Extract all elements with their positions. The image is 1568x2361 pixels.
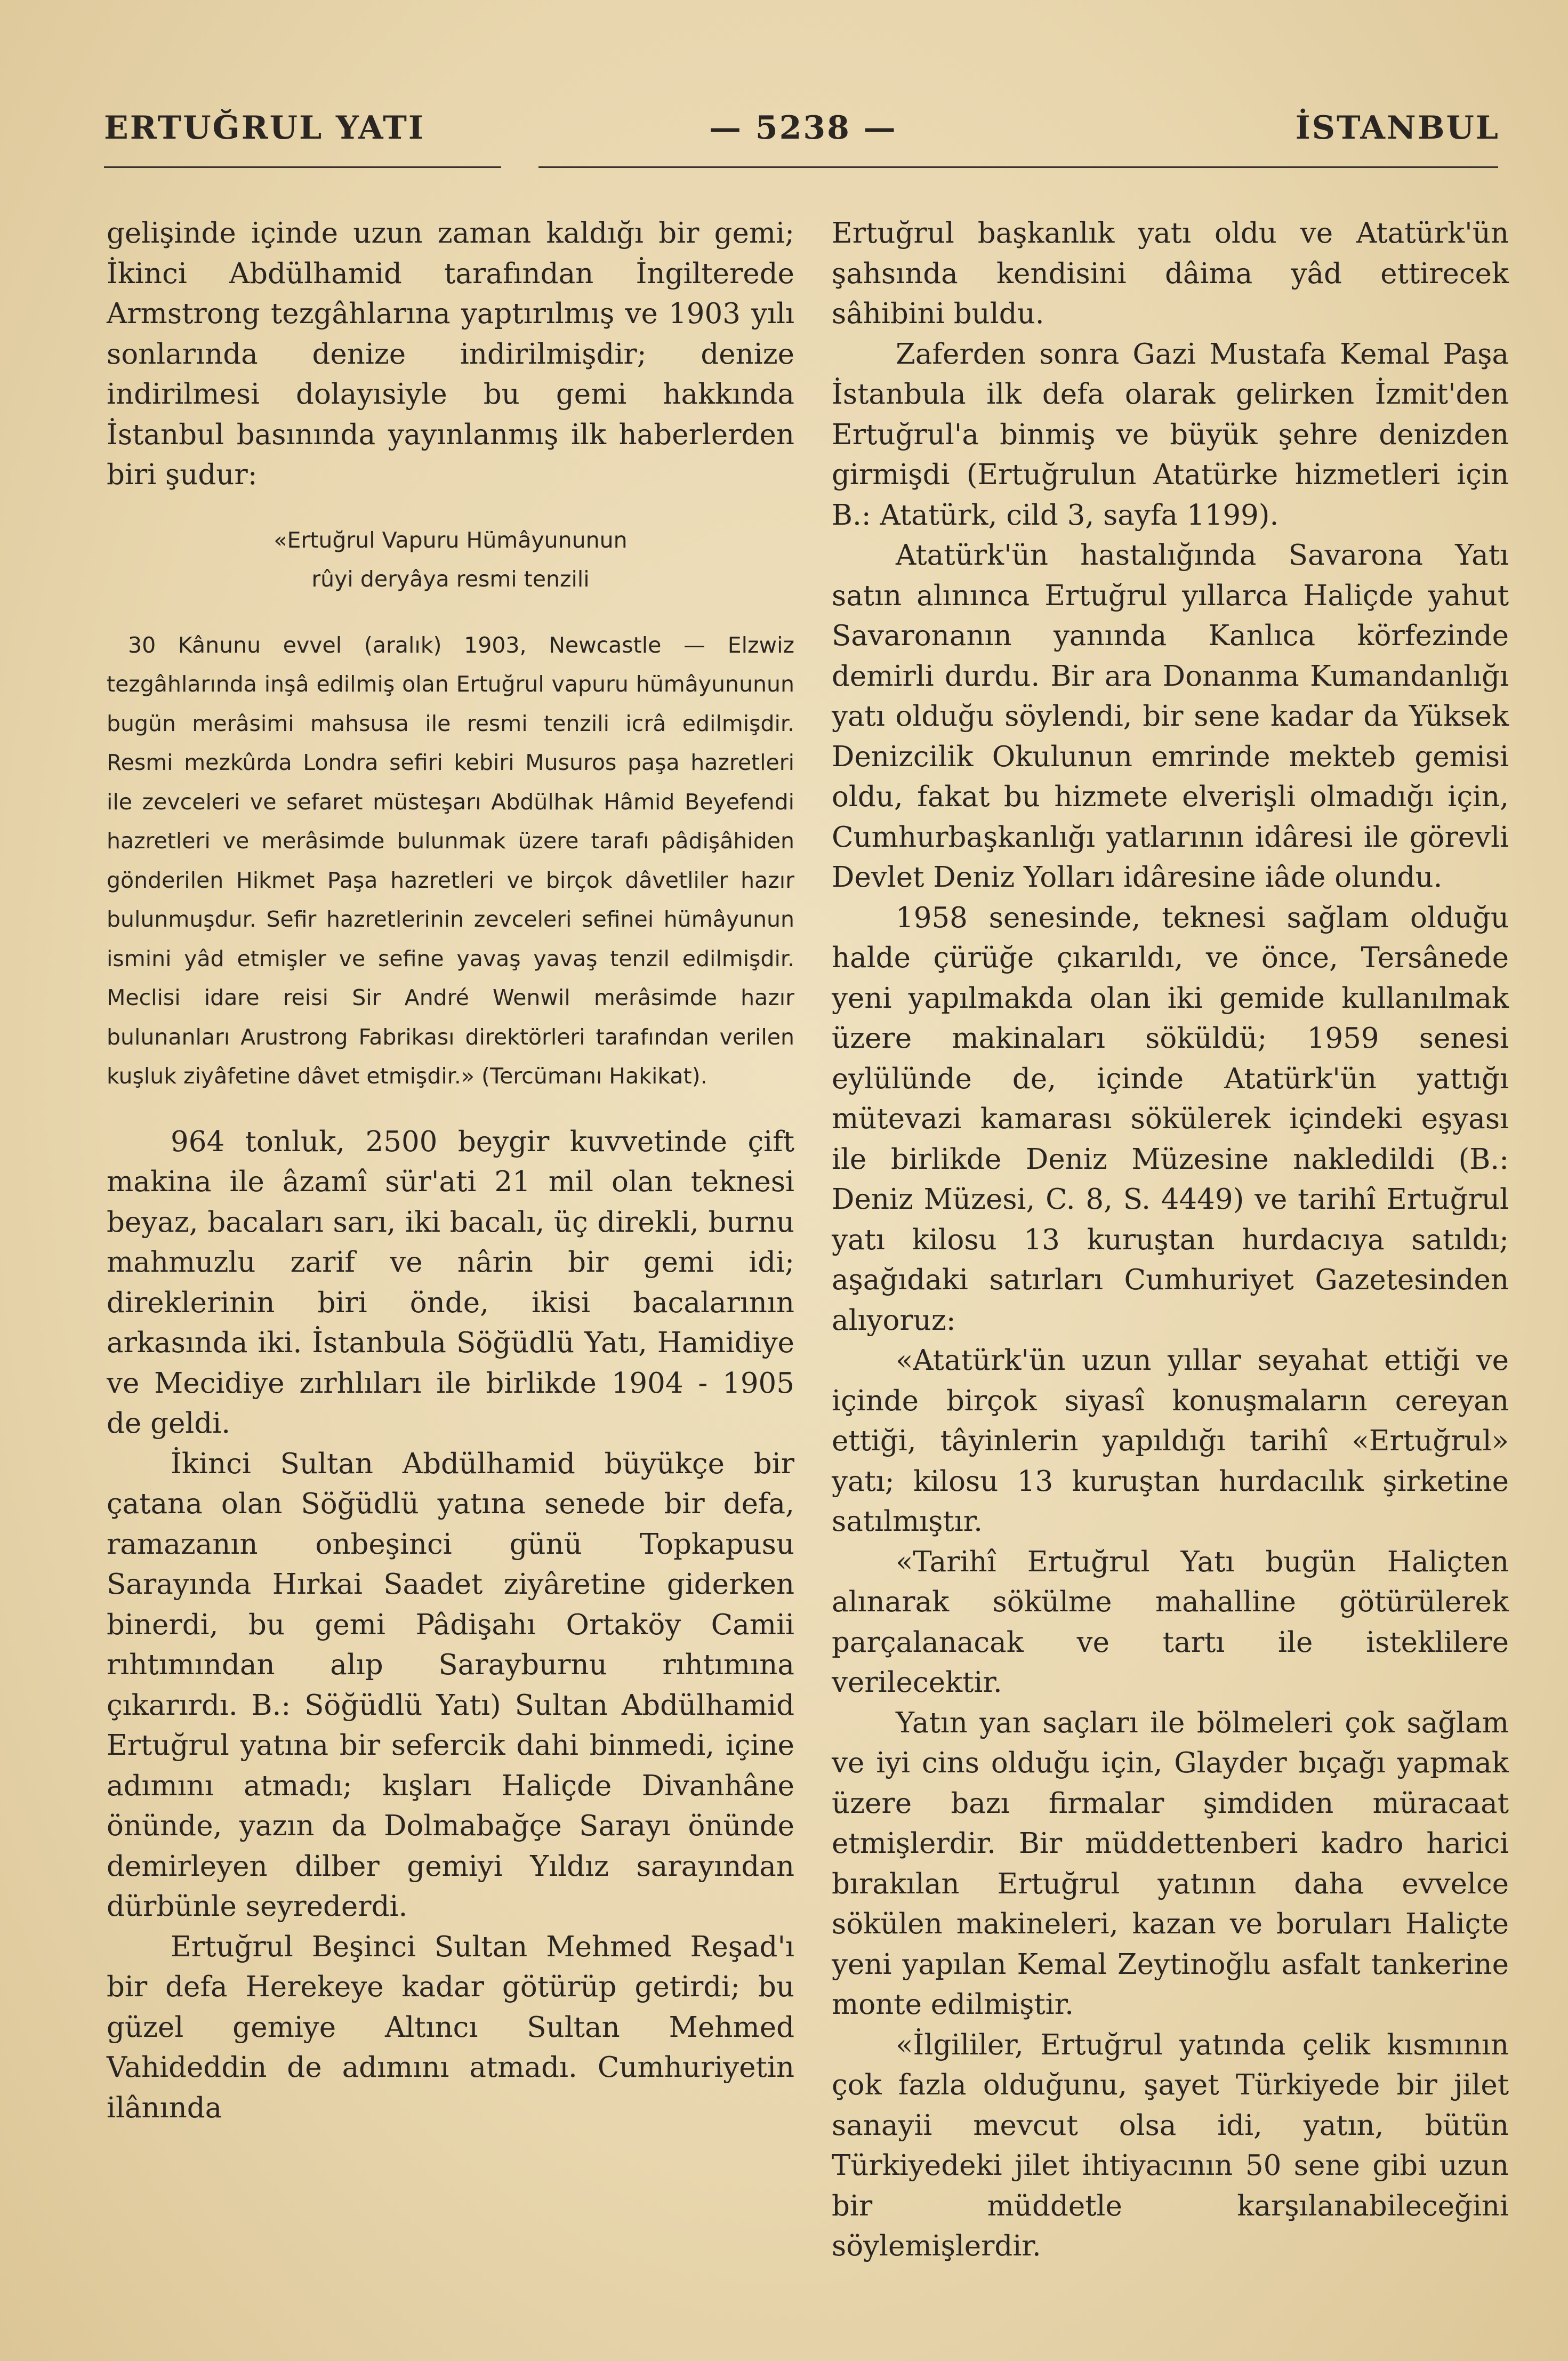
running-head-right: İSTANBUL — [1295, 109, 1500, 147]
left-column — [107, 213, 794, 2128]
paragraph: 964 tonluk, 2500 beygir kuvvetinde çift makina ile âzamî sür'ati 21 mil olan teknesi beyaz, bacaları sarı, iki bacalı, üç direkli, burnu mahmuzlu zarif ve nârin bir gemi idi; direklerinin biri önde, ikisi bacalarının arkasında iki. İstanbula Söğüdlü Yatı, Hamidiye ve Mecidiye zırhlıları ile birlikde 1904 - 1905 de geldi. — [107, 1125, 794, 1440]
header-rule-right — [538, 166, 1498, 168]
intro-paragraph: gelişinde içinde uzun zaman kaldığı bir gemi; İkinci Abdülhamid tarafından İngilterede Armstrong tezgâhlarına yaptırılmış ve 1903 yılı sonlarında denize indirilmişdir; denize indirilmesi dolayısiyle bu gemi hakkında İstanbul basınında yayınlanmış ilk haberlerden biri şudur: — [107, 217, 794, 491]
paragraph: 1958 senesinde, teknesi sağlam olduğu halde çürüğe çıkarıldı, ve önce, Tersânede yeni yapılmakda olan iki gemide kullanılmak üzere makinaları söküldü; 1959 senesi eylülünde de, içinde Atatürk'ün yattığı mütevazi kamarası sökülerek içindeki eşyası ile birlikde Deniz Müzesine nakledildi (B.: Deniz Müzesi, C. 8, S. 4449) ve tarihî Ertuğrul yatı kilosu 13 kuruştan hurdacıya satıldı; aşağıdaki satırları Cumhuriyet Gazetesinden alıyoruz: — [832, 901, 1509, 1337]
paragraph: Ertuğrul başkanlık yatı oldu ve Atatürk'ün şahsında kendisini dâima yâd ettirecek sâhibini buldu. — [832, 217, 1509, 330]
header-rule-left — [104, 166, 501, 168]
running-head-left: ERTUĞRUL YATI — [104, 109, 425, 147]
quote-title — [107, 521, 794, 599]
paragraph: Yatın yan saçları ile bölmeleri çok sağlam ve iyi cins olduğu için, Glayder bıçağı yapmak üzere bazı firmalar şimdiden müracaat etmişlerdir. Bir müddettenberi kadro harici bırakılan Ertuğrul yatının daha evvelce sökülen makineleri, kazan ve boruları Haliçte yeni yapılan Kemal Zeytinoğlu asfalt tankerine monte edilmiştir. — [832, 1706, 1509, 2021]
paragraph: İkinci Sultan Abdülhamid büyükçe bir çatana olan Söğüdlü yatına senede bir defa, ramazanın onbeşinci günü Topkapusu Sarayında Hırkai Saadet ziyâretine giderken binerdi, bu gemi Pâdişahı Ortaköy Camii rıhtımından alıp Sarayburnu rıhtımına çıkarırdı. B.: Söğüdlü Yatı) Sultan Abdülhamid Ertuğrul yatına bir sefercik dahi binmedi, içine adımını atmadı; kışları Haliçde Divanhâne önünde, yazın da Dolmabağçe Sarayı önünde demirleyen dilber gemiyi Yıldız sarayından dürbünle seyrederdi. — [107, 1447, 794, 1923]
quote-text: 30 Kânunu evvel (aralık) 1903, Newcastle — Elzwiz tezgâhlarında inşâ edilmiş olan Ertuğrul vapuru hümâyununun bugün merâsimi mahsusa ile resmi tenzili icrâ edilmişdir. Resmi mezkûrda Londra sefiri kebiri Musuros paşa hazretleri ile zevceleri ve sefaret müsteşarı Abdülhak Hâmid Beyefendi hazretleri ve merâsimde bulunmak üzere tarafı pâdişâhiden gönderilen Hikmet Paşa hazretleri ve birçok dâvetliler hazır bulunmuşdur. Sefir hazretlerinin zevceleri sefinei hümâyunun ismini yâd etmişler ve sefine yavaş yavaş tenzil edilmişdir. Meclisi idare reisi Sir André Wenwil merâsimde hazır bulunanları Arustrong Fabrikası direktörleri tarafından verilen kuşluk ziyâfetine dâvet etmişdir.» (Tercümanı Hakikat). — [107, 632, 794, 1089]
quote-title-line-1: «Ertuğrul Vapuru Hümâyununun — [274, 527, 628, 553]
paragraph: Ertuğrul Beşinci Sultan Mehmed Reşad'ı bir defa Herekeye kadar götürüp getirdi; bu güzel gemiye Altıncı Sultan Mehmed Vahideddin de adımını atmadı. Cumhuriyetin ilânında — [107, 1930, 794, 2124]
paragraph: «İlgililer, Ertuğrul yatında çelik kısmının çok fazla olduğunu, şayet Türkiyede bir jilet sanayii mevcut olsa idi, yatın, bütün Türkiyedeki jilet ihtiyacının 50 sene gibi uzun bir müddetle karşılanabileceğini söylemişlerdir. — [832, 2028, 1509, 2262]
paragraph: Atatürk'ün hastalığında Savarona Yatı satın alınınca Ertuğrul yıllarca Haliçde yahut Savaronanın yanında Kanlıca körfezinde demirli durdu. Bir ara Donanma Kumandanlığı yatı olduğu söylendi, bir sene kadar da Yüksek Denizcilik Okulunun emrinde mekteb gemisi oldu, fakat bu hizmete elverişli olmadığı için, Cumhurbaşkanlığı yatlarının idâresi ile görevli Devlet Deniz Yolları idâresine iâde olundu. — [832, 539, 1509, 894]
page-number: — 5238 — — [709, 109, 897, 147]
paragraph: «Atatürk'ün uzun yıllar seyahat ettiği ve içinde birçok siyasî konuşmaların cereyan ettiği, tâyinlerin yapıldığı tarihî «Ertuğrul» yatı; kilosu 13 kuruştan hurdacılık şirketine satılmıştır. — [832, 1344, 1509, 1538]
paragraph: «Tarihî Ertuğrul Yatı bugün Haliçten alınarak sökülme mahalline götürülerek parçalanacak ve tartı ile isteklilere verilecektir. — [832, 1545, 1509, 1699]
press-quote — [107, 521, 794, 1096]
quote-title-line-2: rûyi deryâya resmi tenzili — [311, 566, 590, 592]
quote-body — [107, 626, 794, 1096]
paragraph: Zaferden sonra Gazi Mustafa Kemal Paşa İstanbula ilk defa olarak gelirken İzmit'den Ertuğrul'a binmiş ve büyük şehre denizden girmişdi (Ertuğrulun Atatürke hizmetleri için B.: Atatürk, cild 3, sayfa 1199). — [832, 338, 1509, 532]
right-column — [832, 213, 1509, 2267]
